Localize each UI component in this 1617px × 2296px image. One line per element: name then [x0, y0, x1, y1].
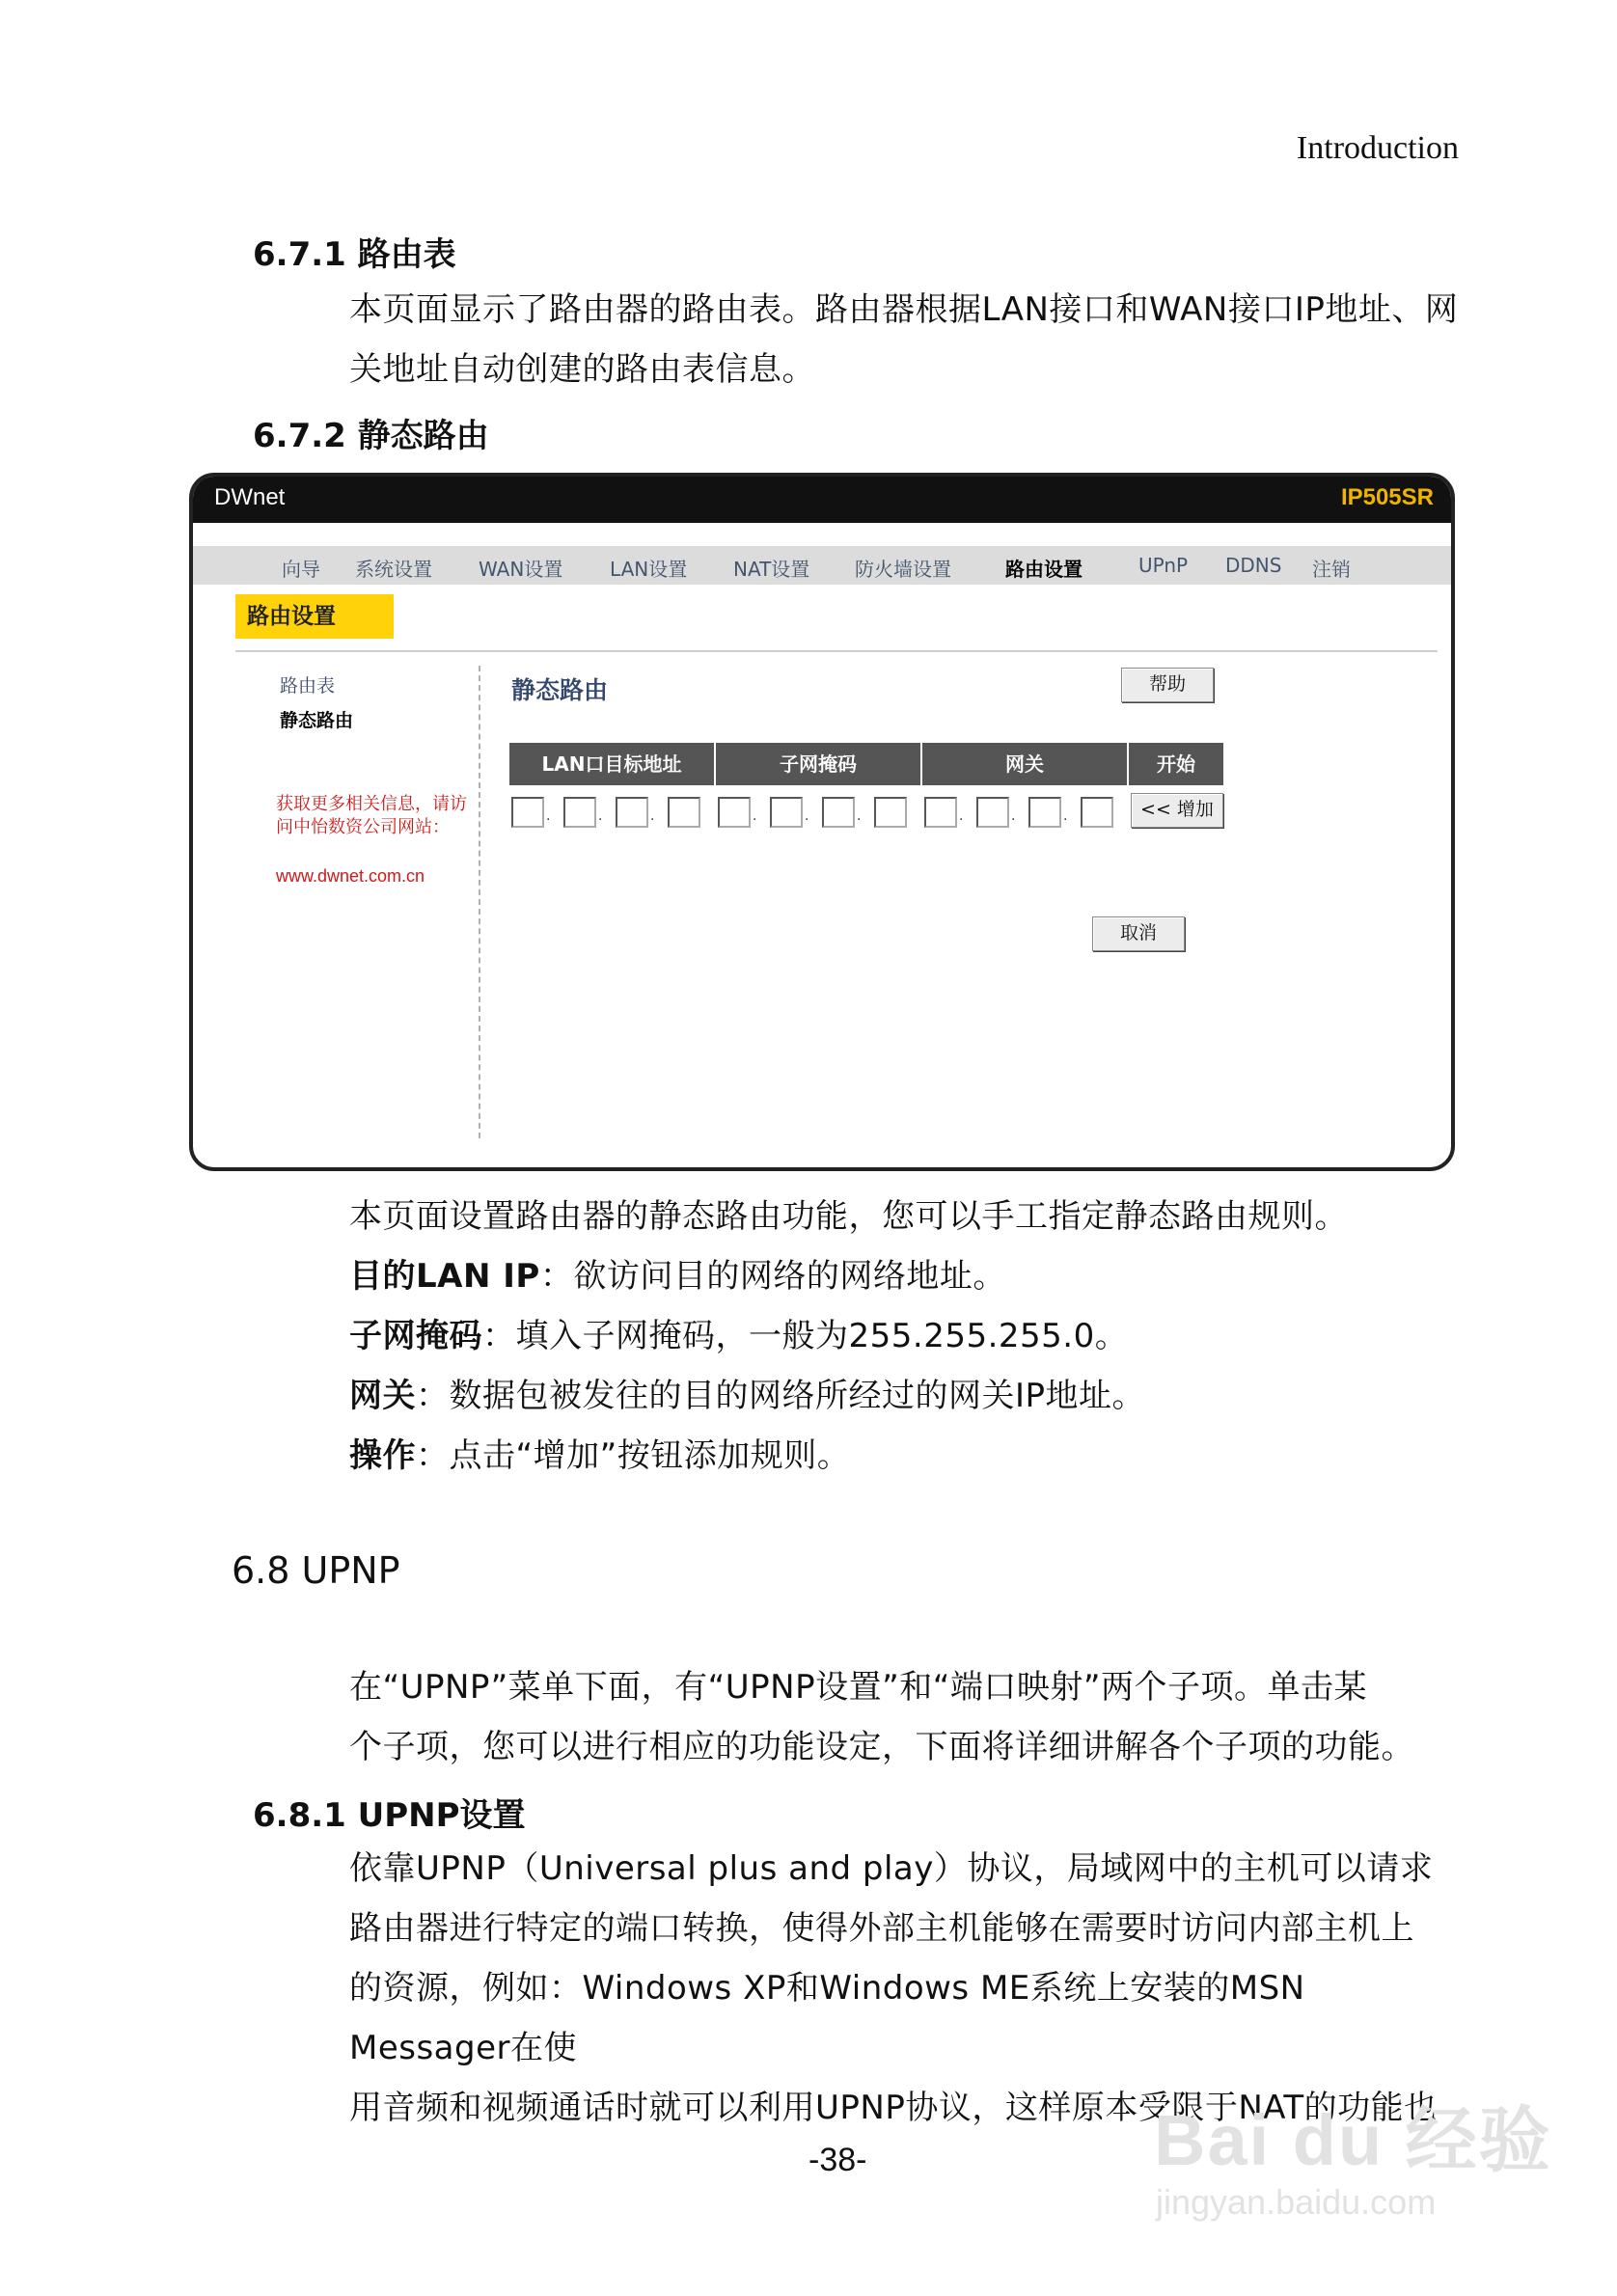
table-header: 子网掩码: [716, 743, 922, 785]
watermark-url: jingyan.baidu.com: [1156, 2182, 1437, 2222]
term: 操作: [349, 1436, 416, 1475]
divider: [235, 650, 1438, 652]
gateway-octet-1[interactable]: [924, 797, 957, 828]
mask-octet-2[interactable]: [770, 797, 803, 828]
definition-item: [349, 1306, 1468, 1366]
mask-octet-4[interactable]: [874, 797, 907, 828]
nav-system[interactable]: 系统设置: [355, 558, 432, 581]
nav-lan[interactable]: LAN设置: [610, 558, 688, 581]
table-header: 网关: [922, 743, 1129, 785]
brand-logo: DWnet: [214, 484, 286, 510]
paragraph-6-7-1: [349, 280, 1468, 399]
nav-wizard[interactable]: 向导: [282, 558, 320, 581]
nav-logout[interactable]: 注销: [1312, 558, 1351, 581]
dest-ip-octet-1[interactable]: [511, 797, 544, 828]
text-line: 个子项，您可以进行相应的功能设定，下面将详细讲解各个子项的功能。: [349, 1728, 1414, 1766]
help-button[interactable]: 帮助: [1121, 668, 1214, 702]
sidebar-item-routing-table[interactable]: 路由表: [280, 675, 336, 697]
nav-ddns[interactable]: DDNS: [1225, 554, 1282, 577]
section-title-6-8-1: 6.8.1 UPNP设置: [253, 1796, 526, 1835]
nav-wan[interactable]: WAN设置: [479, 558, 563, 581]
term: 目的LAN IP: [349, 1257, 540, 1296]
text-line: 的资源，例如：Windows XP和Windows ME系统上安装的MSN Messager在使: [349, 1969, 1305, 2067]
promo-text: 获取更多相关信息，请访问中怡数资公司网站：: [276, 794, 467, 837]
definition-item: [349, 1246, 1468, 1306]
nav-nat[interactable]: NAT设置: [733, 558, 810, 581]
nav-bar: [193, 546, 1451, 585]
add-button[interactable]: << 增加: [1131, 793, 1223, 828]
promo-link[interactable]: www.dwnet.com.cn: [276, 866, 425, 886]
definition: ：欲访问目的网络的网络地址。: [539, 1257, 1006, 1296]
section-tag: 路由设置: [235, 594, 394, 639]
nav-firewall[interactable]: 防火墙设置: [855, 558, 951, 581]
title-bar: [193, 477, 1451, 523]
definition-item: [349, 1366, 1468, 1426]
text-line: 路由器进行特定的端口转换，使得外部主机能够在需要时访问内部主机上: [349, 1909, 1414, 1948]
definition: ：数据包被发往的目的网络所经过的网关IP地址。: [416, 1377, 1146, 1415]
definition: ：填入子网掩码，一般为255.255.255.0。: [482, 1317, 1129, 1355]
watermark-logo: Bai du 经验: [1154, 2100, 1552, 2180]
definition: ：点击“增加”按钮添加规则。: [416, 1436, 851, 1475]
section-title-6-8: 6.8 UPNP: [232, 1549, 400, 1592]
description-block: [349, 1187, 1468, 1486]
gateway-octet-2[interactable]: [976, 797, 1009, 828]
term: 网关: [349, 1377, 416, 1415]
paragraph-6-8: [349, 1657, 1468, 1777]
text-line: 用音频和视频通话时就可以利用UPNP协议，这样原本受限于NAT的功能也: [349, 2089, 1438, 2127]
text-line: 本页面显示了路由器的路由表。路由器根据LAN接口和WAN接口IP地址、网: [349, 290, 1459, 329]
text-line: 在“UPNP”菜单下面，有“UPNP设置”和“端口映射”两个子项。单击某: [349, 1668, 1367, 1707]
cancel-button[interactable]: 取消: [1092, 916, 1185, 951]
nav-upnp[interactable]: UPnP: [1138, 554, 1189, 577]
router-screenshot: DWnet IP505SR 向导 系统设置 WAN设置 LAN设置 NAT设置 防火墙设置 路由设置 UPnP DDNS 注销 路由设置 路由表 静态路由 获取更多相关信息，请访问中怡数资公司网站： www.dwnet.com.cn 静态路由 帮助 LAN口目标地址 子网掩码 网关 开始 . . . . . . . . . << 增加 取消: [189, 473, 1455, 1171]
panel-title: 静态路由: [511, 676, 609, 704]
dest-ip-octet-2[interactable]: [563, 797, 596, 828]
text-line: 本页面设置路由器的静态路由功能，您可以手工指定静态路由规则。: [349, 1197, 1348, 1236]
text-line: 关地址自动创建的路由表信息。: [349, 350, 815, 389]
term: 子网掩码: [349, 1317, 482, 1355]
gateway-octet-3[interactable]: [1028, 797, 1061, 828]
sidebar-divider: [479, 666, 480, 1138]
mask-octet-3[interactable]: [822, 797, 855, 828]
running-header: Introduction: [1296, 130, 1459, 166]
mask-octet-1[interactable]: [718, 797, 751, 828]
dest-ip-octet-4[interactable]: [668, 797, 700, 828]
page-number: -38-: [808, 2142, 867, 2178]
dest-ip-octet-3[interactable]: [616, 797, 648, 828]
nav-routing[interactable]: 路由设置: [1005, 558, 1083, 581]
sidebar-item-static-route[interactable]: 静态路由: [280, 710, 354, 731]
table-header: LAN口目标地址: [509, 743, 716, 785]
section-title-6-7-1: 6.7.1 路由表: [253, 235, 456, 274]
section-title-6-7-2: 6.7.2 静态路由: [253, 417, 489, 455]
definition-item: [349, 1426, 1468, 1486]
gateway-octet-4[interactable]: [1081, 797, 1113, 828]
text-line: 依靠UPNP（Universal plus and play）协议，局域网中的主机可以请求: [349, 1849, 1434, 1888]
table-header: 开始: [1129, 743, 1223, 785]
model-label: IP505SR: [1340, 484, 1434, 510]
